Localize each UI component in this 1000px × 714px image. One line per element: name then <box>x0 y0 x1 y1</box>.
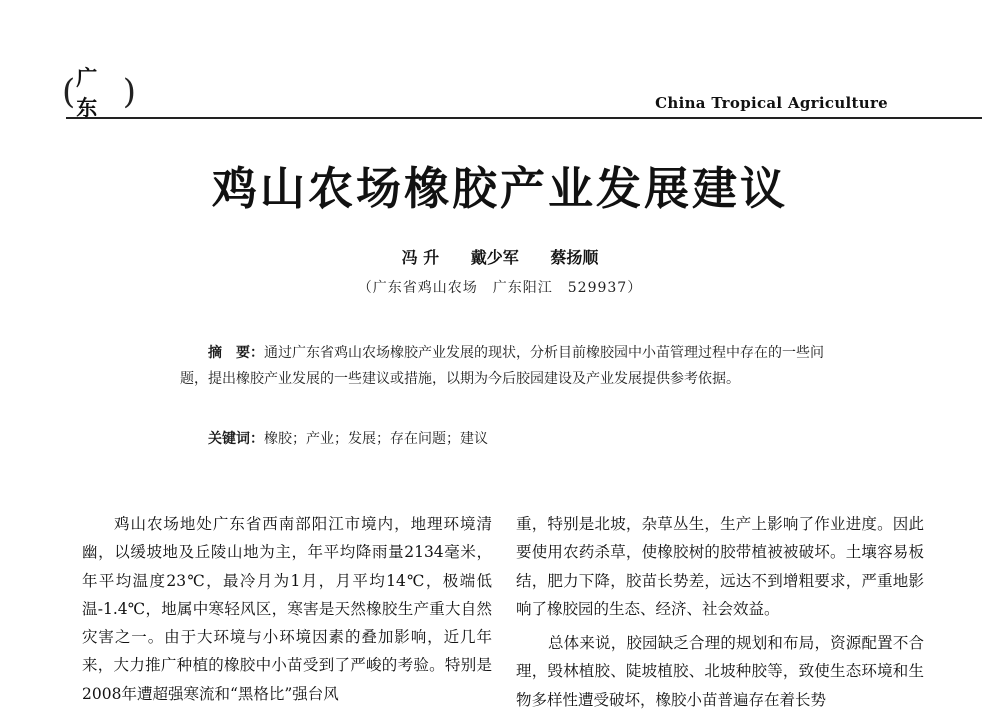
author-name: 蔡扬顺 <box>550 248 599 267</box>
keywords <box>208 428 488 448</box>
keywords-text: 橡胶；产业；发展；存在问题；建议 <box>264 431 488 447</box>
author-affiliation: （广东省鸡山农场 广东阳江 529937） <box>357 280 643 296</box>
abstract-text: 通过广东省鸡山农场橡胶产业发展的现状，分析目前橡胶园中小苗管理过程中存在的一些问题，提出橡胶产业发展的一些建议或措施，以期为今后胶园建设及产业发展提供参考依据。 <box>180 345 824 387</box>
journal-name: China Tropical Agriculture <box>655 94 888 112</box>
article-title: 鸡山农场橡胶产业发展建议 <box>211 162 788 215</box>
author-name: 戴少军 <box>470 248 519 267</box>
badge-right-bracket: ) <box>122 72 136 112</box>
abstract-label: 摘 要： <box>208 345 264 361</box>
abstract <box>180 340 830 392</box>
author-list <box>0 245 1000 268</box>
body-right-column <box>516 510 924 714</box>
body-left-column <box>82 510 492 708</box>
keywords-label: 关键词： <box>208 431 264 447</box>
badge-left-bracket: ( <box>62 72 76 112</box>
header-rule <box>66 117 982 119</box>
body-paragraph: 总体来说，胶园缺乏合理的规划和布局，资源配置不合理，毁林植胶、陡坡植胶、北坡种胶等，致使生态环境和生物多样性遭受破坏，橡胶小苗普遍存在着长势 <box>516 634 924 709</box>
author-name: 冯 升 <box>401 248 440 267</box>
province-badge-text: 广东 <box>76 66 100 120</box>
body-paragraph: 重，特别是北坡，杂草丛生，生产上影响了作业进度。因此要使用农药杀草，使橡胶树的胶带植被被破坏。土壤容易板结，肥力下降，胶苗长势差，远达不到增粗要求，严重地影响了橡胶园的生态、经济、社会效益。 <box>516 515 924 618</box>
body-paragraph: 鸡山农场地处广东省西南部阳江市境内，地理环境清幽，以缓坡地及丘陵山地为主，年平均降雨量2134毫米，年平均温度23℃，最冷月为1月，月平均14℃，极端低温-1.4℃，地属中寒轻风区，寒害是天然橡胶生产重大自然灾害之一。由于大环境与小环境因素的叠加影响，近几年来，大力推广种植的橡胶中小苗受到了严峻的考验。特别是2008年遭超强寒流和“黑格比”强台风 <box>82 515 492 703</box>
province-badge <box>62 66 136 120</box>
